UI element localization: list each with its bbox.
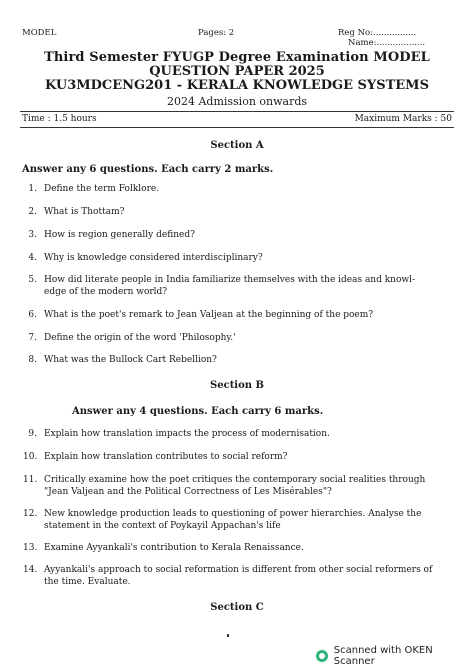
paper-title: QUESTION PAPER 2025 bbox=[149, 64, 325, 79]
question-3: 3. How is region generally defined? bbox=[28, 230, 195, 240]
name-field: Name:.................. bbox=[348, 38, 426, 48]
section-c-title: Section C bbox=[210, 602, 264, 613]
question-12: 12. New knowledge production leads to questioning of power hierarchies. Analyse the statement in the context of Poykayil Appachan's life bbox=[23, 509, 422, 531]
model-label: MODEL bbox=[22, 28, 57, 38]
pages-label: Pages: 2 bbox=[198, 28, 235, 38]
section-b-title: Section B bbox=[210, 380, 264, 391]
scanner-watermark bbox=[316, 645, 474, 667]
question-14: 14. Ayyankali's approach to social reformation is different from other social reformers of the time. Evaluate. bbox=[23, 565, 433, 587]
question-13: 13. Examine Ayyankali's contribution to Kerala Renaissance. bbox=[23, 543, 304, 553]
question-2: 2. What is Thottam? bbox=[28, 207, 125, 217]
section-b-instruction: Answer any 4 questions. Each carry 6 marks. bbox=[72, 406, 324, 417]
question-8: 8. What was the Bullock Cart Rebellion? bbox=[28, 355, 217, 365]
reg-name-block bbox=[338, 28, 458, 48]
question-9: 9. Explain how translation impacts the process of modernisation. bbox=[28, 429, 330, 439]
max-marks-label: Maximum Marks : 50 bbox=[354, 114, 452, 124]
admission-note: 2024 Admission onwards bbox=[166, 95, 308, 108]
time-label: Time : 1.5 hours bbox=[22, 114, 97, 124]
section-a-instruction: Answer any 6 questions. Each carry 2 marks. bbox=[22, 164, 274, 175]
page-mark bbox=[227, 634, 229, 637]
question-11: 11. Critically examine how the poet critiques the contemporary social realities through "Jean Valjean and the Political Correctness of Les Misérables"? bbox=[23, 475, 426, 497]
section-a-title: Section A bbox=[210, 140, 264, 151]
question-6: 6. What is the poet's remark to Jean Valjean at the beginning of the poem? bbox=[28, 310, 374, 320]
scanner-watermark-text: Scanned with OKEN Scanner bbox=[333, 645, 433, 667]
exam-title: Third Semester FYUGP Degree Examination MODEL bbox=[44, 50, 430, 65]
oken-scanner-icon bbox=[316, 650, 328, 662]
bottom-rule bbox=[20, 127, 454, 128]
question-5: 5. How did literate people in India familiarize themselves with the ideas and knowl-edge of the modern world? bbox=[28, 275, 416, 297]
question-4: 4. Why is knowledge considered interdisciplinary? bbox=[28, 253, 263, 263]
course-title: KU3MDCENG201 - KERALA KNOWLEDGE SYSTEMS bbox=[45, 78, 429, 93]
question-7: 7. Define the origin of the word 'Philosophy.' bbox=[28, 333, 236, 343]
reg-no-field: Reg No:................ bbox=[338, 28, 417, 38]
question-10: 10. Explain how translation contributes to social reform? bbox=[23, 452, 288, 462]
top-rule bbox=[20, 111, 454, 112]
question-1: 1. Define the term Folklore. bbox=[28, 184, 160, 194]
